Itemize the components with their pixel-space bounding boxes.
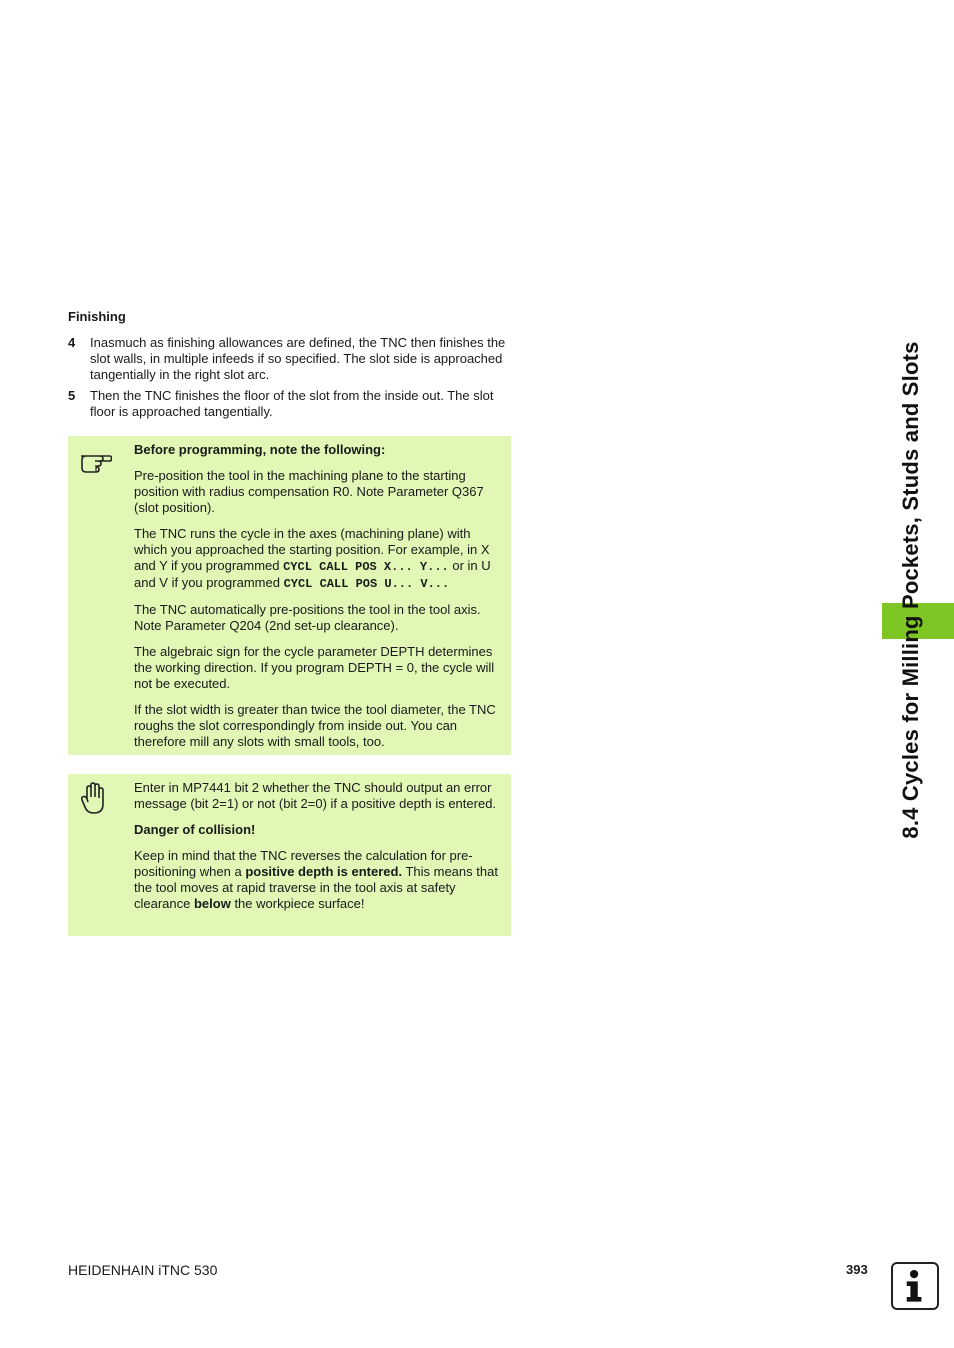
- step-5: [68, 388, 510, 420]
- section-heading: Finishing: [68, 309, 126, 324]
- chapter-title: 8.4 Cycles for Milling Pockets, Studs and Slots: [898, 341, 923, 839]
- note-paragraph: If the slot width is greater than twice the tool diameter, the TNC roughs the slot correspondingly from inside out. You can therefore mill any slots with small tools, too.: [134, 702, 496, 749]
- note-paragraph: Enter in MP7441 bit 2 whether the TNC should output an error message (bit 2=1) or not (bit 2=0) if a positive depth is entered.: [134, 780, 497, 811]
- step-text: Inasmuch as finishing allowances are defined, the TNC then finishes the slot walls, in multiple infeeds if so specified. The slot side is approached tangentially in the right slot arc.: [90, 335, 506, 382]
- note-paragraph: The algebraic sign for the cycle parameter DEPTH determines the working direction. If you program DEPTH = 0, the cycle will not be executed.: [134, 644, 495, 691]
- info-icon: [891, 1262, 939, 1310]
- footer-product: HEIDENHAIN iTNC 530: [68, 1262, 218, 1278]
- note-body: [134, 442, 506, 760]
- code-snippet: CYCL CALL POS U... V...: [283, 577, 450, 591]
- note-before-programming: [68, 436, 511, 755]
- note-title: Before programming, note the following:: [134, 442, 386, 457]
- code-snippet: CYCL CALL POS X... Y...: [283, 560, 449, 574]
- note-paragraph: The TNC automatically pre-positions the tool in the tool axis. Note Parameter Q204 (2nd set-up clearance).: [134, 602, 481, 633]
- note-title: Danger of collision!: [134, 822, 256, 837]
- step-4: [68, 335, 510, 383]
- note-paragraph: Pre-position the tool in the machining plane to the starting position with radius compensation R0. Note Parameter Q367 (slot position).: [134, 468, 484, 515]
- note-paragraph: The TNC runs the cycle in the axes (machining plane) with which you approached the starting position. For example, in X and Y if you programmed CYCL CALL POS X... Y... or in U and V if you programmed CYCL CALL POS U... V...: [134, 526, 491, 591]
- note-body: [134, 780, 506, 922]
- step-text: Then the TNC finishes the floor of the slot from the inside out. The slot floor is approached tangentially.: [90, 388, 494, 419]
- note-paragraph: Keep in mind that the TNC reverses the calculation for pre-positioning when a positive depth is entered. This means that the tool moves at rapid traverse in the tool axis at safety clearance below the workpiece surface!: [134, 848, 498, 911]
- pointing-hand-icon: [78, 444, 112, 478]
- note-collision: [68, 774, 511, 936]
- step-number: 4: [68, 335, 76, 350]
- step-number: 5: [68, 388, 76, 403]
- raised-hand-icon: [78, 782, 112, 816]
- page-number: 393: [846, 1262, 868, 1277]
